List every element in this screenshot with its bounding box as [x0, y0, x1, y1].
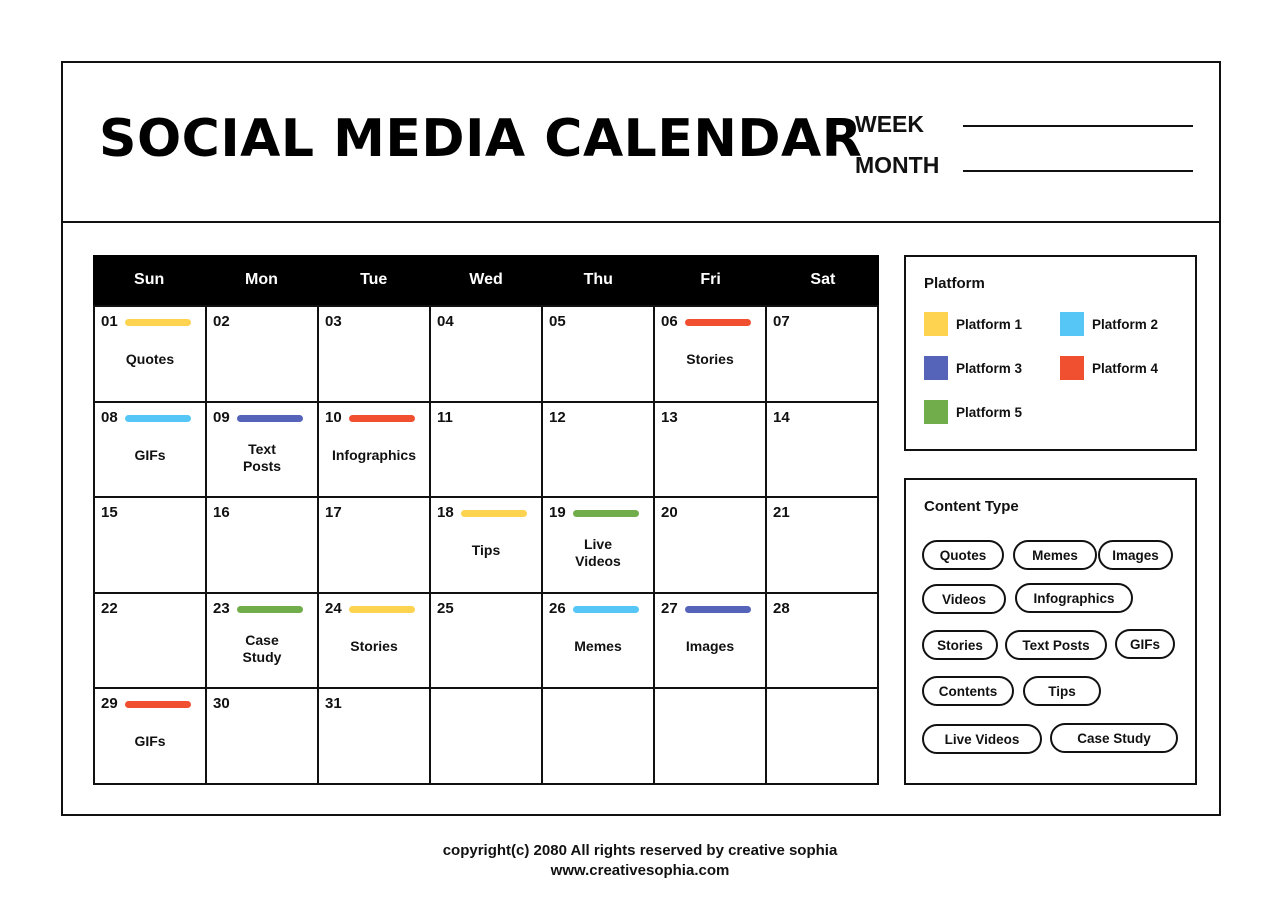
day-number: 11 [437, 408, 453, 426]
day-number: 14 [773, 408, 790, 426]
calendar-day-cell[interactable] [767, 689, 879, 785]
day-number: 13 [661, 408, 678, 426]
calendar-day-cell[interactable] [95, 594, 207, 690]
color-swatch [924, 312, 948, 336]
content-label: GIFs [134, 733, 166, 750]
content-type-panel [904, 478, 1197, 785]
day-of-week-mon: Mon [244, 271, 278, 288]
day-number: 24 [325, 599, 342, 617]
day-of-week-fri: Fri [700, 271, 721, 288]
content-label: Stories [350, 637, 398, 654]
content-type-chip-quotes[interactable]: Quotes [922, 540, 1004, 570]
platform-marker [349, 606, 415, 613]
day-of-week-wed: Wed [469, 271, 503, 288]
day-number: 02 [213, 313, 230, 330]
content-label: Live Videos [575, 536, 621, 570]
content-type-chip-stories[interactable]: Stories [922, 630, 998, 660]
color-swatch [1060, 312, 1084, 336]
content-label: Infographics [331, 446, 416, 463]
platform-marker [125, 415, 191, 422]
calendar-day-cell[interactable] [207, 307, 319, 403]
days-of-week-header [93, 255, 879, 305]
day-number: 04 [437, 313, 454, 330]
day-number: 21 [773, 504, 790, 522]
content-type-chip-tips[interactable]: Tips [1023, 676, 1101, 706]
platform-label: Platform 2 [1092, 316, 1159, 332]
calendar-day-cell[interactable] [319, 689, 431, 785]
content-label: Stories [686, 351, 734, 367]
day-number: 29 [101, 695, 118, 713]
month-label: MONTH [855, 152, 940, 178]
day-number: 23 [213, 599, 230, 617]
copyright-text: copyright(c) 2080 All rights reserved by creative sophia [442, 842, 838, 859]
page-title: SOCIAL MEDIA CALENDAR [99, 109, 863, 169]
calendar-day-cell[interactable] [207, 689, 319, 785]
day-number: 09 [213, 408, 230, 426]
calendar-day-cell[interactable] [431, 498, 543, 594]
calendar-day-cell[interactable] [319, 594, 431, 690]
platform-label: Platform 5 [956, 404, 1023, 420]
platform-marker [685, 606, 751, 613]
day-number: 22 [101, 599, 118, 617]
day-of-week-sun: Sun [134, 271, 165, 288]
platform-marker [125, 701, 191, 708]
content-label: Tips [471, 542, 501, 559]
platform-marker [349, 415, 415, 422]
calendar-day-cell[interactable] [655, 307, 767, 403]
platform-legend [904, 255, 1197, 451]
content-label: Case Study [242, 631, 282, 665]
calendar-day-cell[interactable] [543, 594, 655, 690]
platform-legend-item [924, 356, 1022, 380]
calendar-day-cell[interactable] [543, 689, 655, 785]
day-number: 28 [773, 599, 790, 617]
month-field-line[interactable] [963, 170, 1193, 172]
calendar-day-cell[interactable] [767, 594, 879, 690]
calendar-day-cell[interactable] [431, 403, 543, 499]
day-number: 17 [325, 504, 342, 522]
day-of-week-sat: Sat [810, 271, 836, 288]
platform-marker [573, 510, 639, 517]
calendar-day-cell[interactable] [655, 689, 767, 785]
day-number: 19 [549, 504, 566, 522]
content-type-chip-infographics[interactable]: Infographics [1015, 583, 1133, 613]
website-link[interactable]: www.creativesophia.com [550, 862, 730, 879]
calendar-day-cell[interactable] [543, 403, 655, 499]
color-swatch [924, 400, 948, 424]
week-field-line[interactable] [963, 125, 1193, 127]
content-type-chip-gifs[interactable]: GIFs [1115, 629, 1175, 659]
day-of-week-thu: Thu [583, 271, 613, 288]
calendar-day-cell[interactable] [207, 594, 319, 690]
calendar-day-cell[interactable] [319, 403, 431, 499]
calendar-day-cell[interactable] [431, 689, 543, 785]
day-number: 25 [437, 599, 454, 617]
platform-label: Platform 4 [1092, 360, 1159, 376]
day-number: 12 [549, 408, 566, 426]
day-number: 30 [213, 695, 230, 713]
content-label: Images [685, 637, 735, 654]
platform-marker [237, 415, 303, 422]
calendar-day-cell[interactable] [319, 498, 431, 594]
content-label: Quotes [125, 351, 175, 367]
calendar-day-cell[interactable] [655, 403, 767, 499]
content-type-chip-videos[interactable]: Videos [922, 584, 1006, 614]
platform-legend-title: Platform [924, 275, 985, 292]
day-number: 10 [325, 408, 342, 426]
calendar-day-cell[interactable] [655, 498, 767, 594]
platform-legend-item [1060, 356, 1158, 380]
content-label: Memes [574, 637, 622, 654]
calendar-day-cell[interactable] [655, 594, 767, 690]
day-number: 05 [549, 313, 566, 330]
platform-marker [125, 319, 191, 326]
day-number: 08 [101, 408, 118, 426]
content-type-chip-text-posts[interactable]: Text Posts [1005, 630, 1107, 660]
platform-label: Platform 3 [956, 360, 1023, 376]
calendar-day-cell[interactable] [543, 307, 655, 403]
platform-legend-item [924, 400, 1022, 424]
calendar-grid [93, 305, 879, 785]
day-number: 01 [101, 313, 118, 330]
day-number: 27 [661, 599, 678, 617]
calendar [93, 255, 879, 785]
content-type-chip-case-study[interactable]: Case Study [1050, 723, 1178, 753]
day-number: 15 [101, 504, 118, 522]
platform-marker [461, 510, 527, 517]
calendar-day-cell[interactable] [431, 594, 543, 690]
color-swatch [924, 356, 948, 380]
calendar-sheet [61, 61, 1221, 816]
content-label: Text Posts [242, 440, 282, 474]
calendar-day-cell[interactable] [767, 498, 879, 594]
calendar-day-cell[interactable] [319, 307, 431, 403]
platform-marker [237, 606, 303, 613]
day-number: 26 [549, 599, 566, 617]
content-type-chip-images[interactable]: Images [1098, 540, 1173, 570]
day-number: 20 [661, 504, 678, 522]
content-type-chip-live-videos[interactable]: Live Videos [922, 724, 1042, 754]
calendar-day-cell[interactable] [767, 403, 879, 499]
content-label: GIFs [134, 446, 166, 463]
day-number: 07 [773, 313, 790, 330]
calendar-day-cell[interactable] [767, 307, 879, 403]
calendar-day-cell[interactable] [207, 403, 319, 499]
header [63, 63, 1219, 223]
content-type-chip-memes[interactable]: Memes [1013, 540, 1097, 570]
platform-legend-item [924, 312, 1022, 336]
calendar-day-cell[interactable] [207, 498, 319, 594]
day-number: 18 [437, 504, 454, 522]
calendar-day-cell[interactable] [543, 498, 655, 594]
day-number: 31 [325, 695, 342, 713]
day-of-week-tue: Tue [360, 271, 388, 288]
content-type-chip-contents[interactable]: Contents [922, 676, 1014, 706]
calendar-day-cell[interactable] [95, 498, 207, 594]
calendar-day-cell[interactable] [431, 307, 543, 403]
day-number: 03 [325, 313, 342, 330]
day-number: 16 [213, 504, 230, 522]
day-number: 06 [661, 313, 678, 330]
calendar-day-cell[interactable] [95, 403, 207, 499]
platform-marker [573, 606, 639, 613]
platform-marker [685, 319, 751, 326]
platform-legend-item [1060, 312, 1158, 336]
calendar-day-cell[interactable] [95, 689, 207, 785]
week-label: WEEK [855, 111, 924, 137]
platform-label: Platform 1 [956, 316, 1023, 332]
content-type-title: Content Type [924, 498, 1019, 515]
calendar-day-cell[interactable] [95, 307, 207, 403]
color-swatch [1060, 356, 1084, 380]
